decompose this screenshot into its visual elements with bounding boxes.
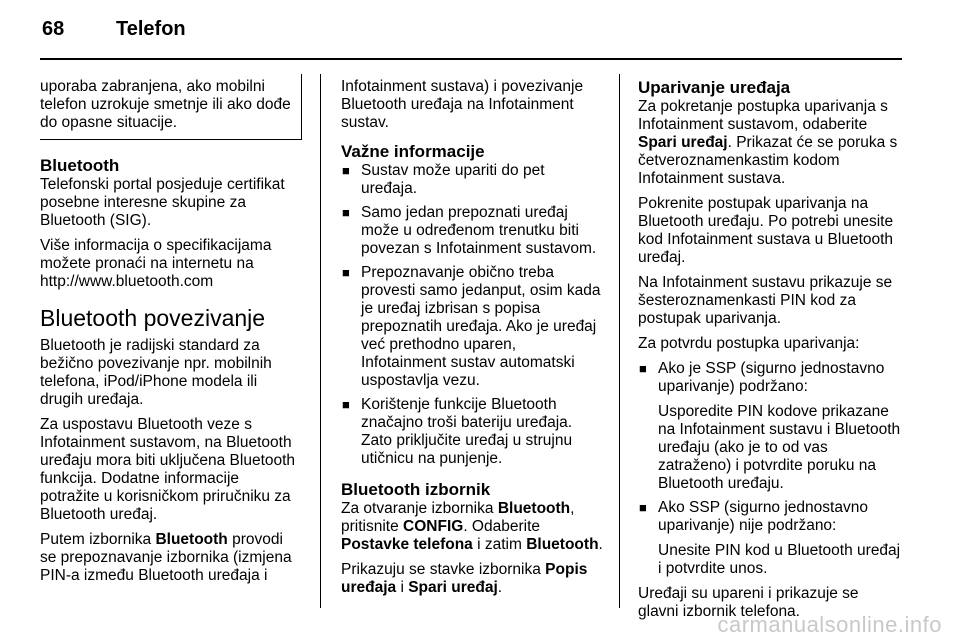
bluetooth-paragraph-1: Telefonski portal posjeduje certifikat posebne interesne skupine za Bluetooth (SIG). [40, 176, 285, 229]
text-run: . Prikazat će se poruka s četveroznamenkastim kodom Infotainment sustava. [638, 134, 898, 187]
warning-text: uporaba zabranjena, ako mobilni telefon uzrokuje smetnje ili ako dođe do opasne situacije. [40, 78, 291, 131]
bullet-icon: ■ [639, 361, 647, 376]
text-run: Za otvaranje izbornika [341, 500, 498, 517]
list-item-text: Prepoznavanje obično treba provesti samo jedanput, osim kada je uređaj izbrisan s popisa prepoznatih uređaja. Ako je uređaj već prethodno uparen, Infotainment sustav automatski uspostavlja vezu. [361, 264, 601, 389]
list-item-text: Ako je SSP (sigurno jednostavno uparivanje) podržano: [658, 360, 885, 395]
bullet-icon: ■ [342, 205, 350, 220]
text-run: . Odaberite [463, 518, 540, 535]
list-item [341, 396, 603, 468]
pairing-paragraph-3: Na Infotainment sustavu prikazuje se šesteroznamenkasti PIN kod za postupak uparivanja. [638, 274, 893, 327]
important-list [341, 162, 603, 468]
column-1 [40, 74, 302, 592]
list-item-subtext: Unesite PIN kod u Bluetooth uređaj i potvrdite unos. [658, 542, 901, 577]
menu-paragraph-2 [341, 561, 603, 597]
header-rule [40, 58, 902, 60]
button-name-config: CONFIG [403, 518, 464, 535]
text-run: i zatim [472, 536, 527, 553]
column-divider-2 [619, 74, 620, 608]
pairing-paragraph-2: Pokrenite postupak uparivanja na Bluetooth uređaju. Po potrebi unesite kod Infotainment sustava u Bluetooth uređaj. [638, 195, 894, 266]
list-item-text: Korištenje funkcije Bluetooth značajno troši bateriju uređaja. Zato priključite uređaj u strujnu utičnicu na punjenje. [361, 396, 573, 467]
pairing-paragraph-5: Uređaji su upareni i prikazuje se glavni izbornik telefona. [638, 585, 859, 620]
connection-heading: Bluetooth povezivanje [40, 305, 266, 331]
menu-name-pair-device: Spari uređaj [408, 579, 498, 596]
column-divider-1 [320, 74, 321, 608]
bullet-icon: ■ [342, 163, 350, 178]
menu-name-phone-settings: Postavke telefona [341, 536, 473, 553]
page-title: Telefon [116, 18, 186, 40]
bullet-icon: ■ [342, 265, 350, 280]
list-item-subtext: Usporedite PIN kodove prikazane na Infotainment sustavu i Bluetooth uređaju (ako je to od vas zatraženo) i potvrdite poruku na Bluetooth uređaju. [658, 403, 901, 492]
continued-paragraph: Infotainment sustava) i povezivanje Bluetooth uređaja na Infotainment sustav. [341, 78, 584, 131]
text-run: , pritisnite [341, 500, 575, 535]
connection-paragraph-3 [40, 531, 302, 585]
connection-paragraph-1: Bluetooth je radijski standard za bežično povezivanje npr. mobilnih telefona, iPod/iPhone modela ili drugih uređaja. [40, 337, 272, 408]
menu-name-pair-device: Spari uređaj [638, 134, 728, 151]
menu-name-device-list: Popis uređaja [341, 561, 588, 596]
list-item-text: Sustav može upariti do pet uređaja. [361, 162, 545, 197]
pairing-paragraph-4: Za potvrdu postupka uparivanja: [638, 335, 860, 352]
menu-paragraph-1 [341, 500, 603, 554]
text-run: Putem izbornika [40, 531, 156, 548]
important-heading: Važne informacije [341, 142, 485, 161]
column-2 [341, 78, 603, 604]
text-run: provodi se prepoznavanje izbornika (izmjena PIN-a između Bluetooth uređaja i [40, 531, 292, 584]
list-item-text: Ako SSP (sigurno jednostavno uparivanje) nije podržano: [658, 499, 868, 534]
list-item [341, 204, 603, 258]
text-run: . [497, 579, 503, 596]
list-item [638, 360, 903, 493]
text-run: Za pokretanje postupka uparivanja s Infotainment sustavom, odaberite [638, 98, 888, 133]
list-item [341, 264, 603, 390]
bluetooth-paragraph-2: Više informacija o specifikacijama možete pronaći na internetu na http://www.bluetooth.com [40, 237, 272, 290]
pairing-paragraph-1 [638, 98, 903, 188]
text-run: i [396, 579, 409, 596]
menu-name-bluetooth: Bluetooth [155, 531, 228, 548]
warning-box [40, 74, 302, 140]
pairing-heading: Uparivanje uređaja [638, 78, 791, 97]
page-number: 68 [42, 18, 65, 40]
list-item [341, 162, 603, 198]
column-3 [638, 78, 903, 628]
list-item-text: Samo jedan prepoznati uređaj može u određenom trenutku biti povezan s Infotainment sustavom. [361, 204, 597, 257]
bullet-icon: ■ [639, 500, 647, 515]
menu-name-bluetooth: Bluetooth [526, 536, 599, 553]
pairing-list [638, 360, 903, 578]
page-header [42, 18, 186, 41]
connection-paragraph-2: Za uspostavu Bluetooth veze s Infotainment sustavom, na Bluetooth uređaju mora biti uključena Bluetooth funkcija. Dodatne informacije potražite u korisničkom priručniku za Bluetooth uređaj. [40, 416, 296, 523]
watermark: carmanualsonline.info [717, 612, 942, 637]
text-run: . [598, 536, 603, 553]
bullet-icon: ■ [342, 397, 350, 412]
bluetooth-heading: Bluetooth [40, 156, 120, 175]
menu-heading: Bluetooth izbornik [341, 480, 491, 499]
menu-name-bluetooth: Bluetooth [497, 500, 571, 517]
text-run: Prikazuju se stavke izbornika [341, 561, 546, 578]
list-item [638, 499, 903, 578]
